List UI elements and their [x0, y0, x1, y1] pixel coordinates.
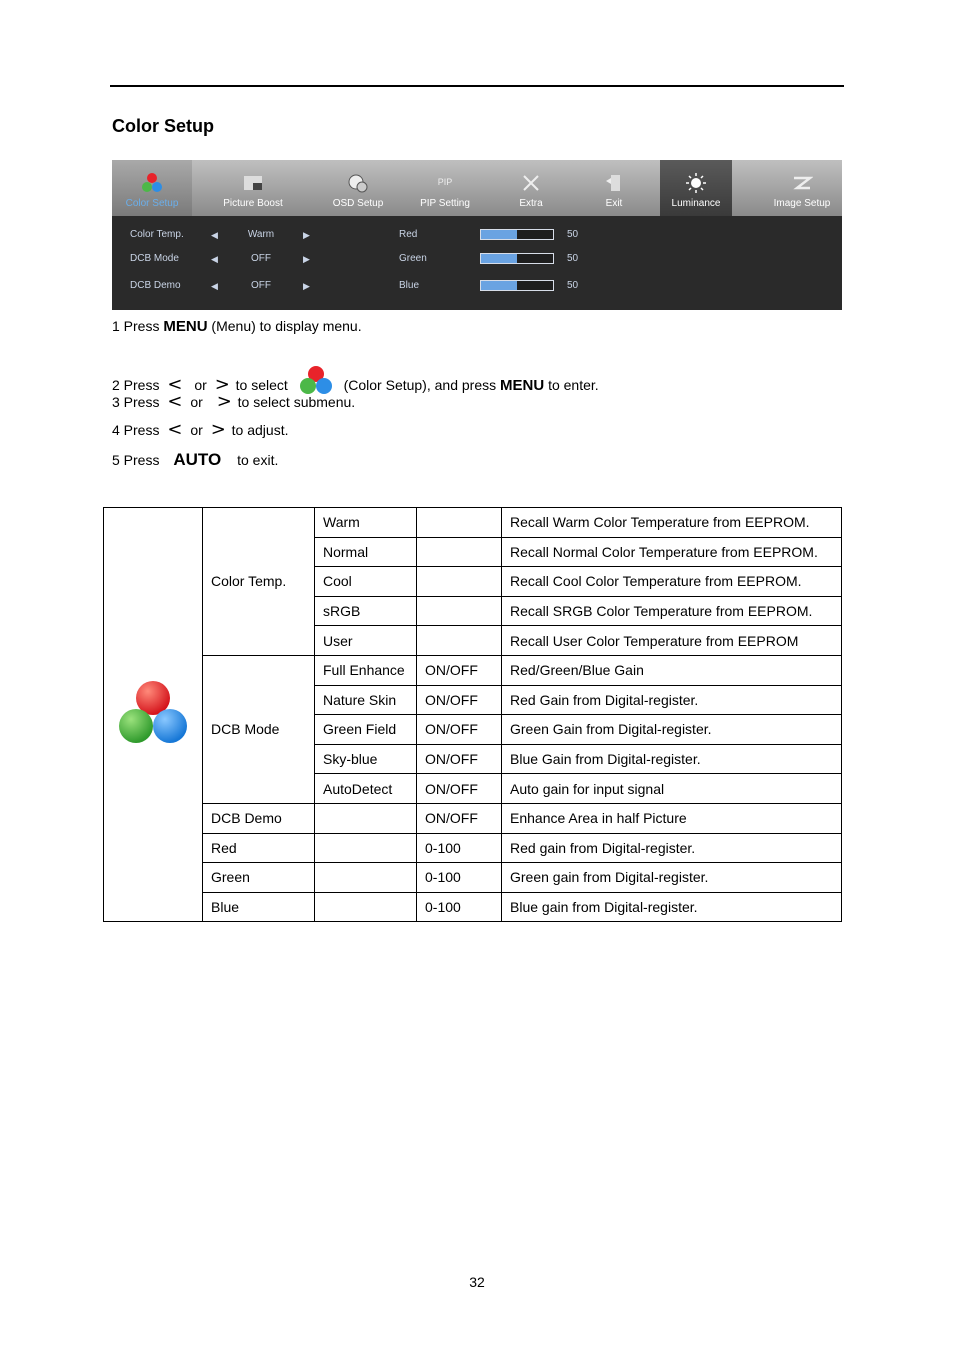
table-cell: [417, 596, 502, 626]
table-cell: DCB Demo: [203, 803, 315, 833]
menu-key: MENU: [500, 377, 545, 394]
table-cell: 0-100: [417, 863, 502, 893]
table-cell: Recall Warm Color Temperature from EEPROM.: [502, 508, 842, 538]
table-row: [104, 803, 842, 833]
table-cell: Blue gain from Digital-register.: [502, 892, 842, 922]
table-cell: 0-100: [417, 892, 502, 922]
image-setup-icon: [791, 172, 813, 194]
blue-gain-slider[interactable]: [480, 280, 554, 291]
table-cell: AutoDetect: [315, 774, 417, 804]
table-cell: Blue Gain from Digital-register.: [502, 744, 842, 774]
step-2: 2 Press < or > to select (Color Setup), and press MENU to enter.: [112, 364, 599, 396]
green-gain-slider[interactable]: [480, 253, 554, 264]
table-cell: Green Gain from Digital-register.: [502, 715, 842, 745]
osd-tab-picture-boost[interactable]: [212, 160, 294, 216]
osd-row-dcb-demo-label: DCB Demo: [130, 280, 181, 291]
osd-menu-screenshot: [112, 160, 842, 310]
table-cell: [315, 892, 417, 922]
color-balls-icon: [141, 172, 163, 194]
table-cell: Normal: [315, 537, 417, 567]
table-cell: Red Gain from Digital-register.: [502, 685, 842, 715]
sun-icon: [685, 172, 707, 194]
table-cell: User: [315, 626, 417, 656]
right-chevron-icon: >: [216, 391, 232, 412]
table-cell: ON/OFF: [417, 744, 502, 774]
table-cell: sRGB: [315, 596, 417, 626]
osd-tab-exit[interactable]: [582, 160, 646, 216]
left-chevron-icon: <: [167, 391, 183, 412]
header-rule: [110, 85, 844, 87]
color-setup-table: [103, 507, 842, 922]
table-cell: Sky-blue: [315, 744, 417, 774]
osd-tab-label: Extra: [519, 198, 543, 209]
left-chevron-icon: <: [167, 374, 183, 395]
table-cell: ON/OFF: [417, 715, 502, 745]
table-cell: Green: [203, 863, 315, 893]
color-balls-icon: [298, 364, 334, 396]
osd-tab-bar: [112, 160, 842, 216]
table-cell: [417, 537, 502, 567]
step-4: 4 Press < or > to adjust.: [112, 419, 289, 440]
table-cell: [417, 508, 502, 538]
picture-boost-icon: [242, 172, 264, 194]
right-chevron-icon: >: [210, 419, 226, 440]
osd-tab-luminance[interactable]: [660, 160, 732, 216]
table-cell: Green gain from Digital-register.: [502, 863, 842, 893]
table-cell: Auto gain for input signal: [502, 774, 842, 804]
step-3: 3 Press < or > to select submenu.: [112, 391, 356, 412]
table-cell: Recall Cool Color Temperature from EEPROM.: [502, 567, 842, 597]
table-cell: Blue: [203, 892, 315, 922]
color-temp-cell: Color Temp.: [203, 508, 315, 656]
right-triangle-icon[interactable]: ▶: [303, 281, 310, 291]
table-cell: [417, 626, 502, 656]
red-gain-slider[interactable]: [480, 229, 554, 240]
pip-icon: PIP: [437, 177, 453, 187]
osd-tab-label: Image Setup: [773, 198, 831, 209]
left-triangle-icon[interactable]: ◀: [211, 230, 218, 240]
left-triangle-icon[interactable]: ◀: [211, 254, 218, 264]
exit-icon: [603, 172, 625, 194]
table-cell: [315, 803, 417, 833]
table-row: [104, 655, 842, 685]
osd-tab-color-setup[interactable]: [112, 160, 192, 216]
table-cell: Green Field: [315, 715, 417, 745]
color-balls-icon: [117, 680, 189, 746]
table-cell: ON/OFF: [417, 685, 502, 715]
osd-tab-osd-setup[interactable]: [318, 160, 398, 216]
osd-tab-pip-setting[interactable]: [408, 160, 482, 216]
osd-tab-label: Luminance: [671, 198, 721, 209]
osd-tab-image-setup[interactable]: [762, 160, 842, 216]
osd-gain-blue-value: 50: [567, 280, 579, 291]
osd-tab-extra[interactable]: [496, 160, 566, 216]
auto-key: AUTO: [173, 450, 222, 469]
table-cell: Cool: [315, 567, 417, 597]
table-cell: Full Enhance: [315, 655, 417, 685]
osd-tab-label: Picture Boost: [223, 198, 283, 209]
table-cell: ON/OFF: [417, 655, 502, 685]
osd-row-color-temp-value: Warm: [247, 229, 275, 240]
table-cell: Recall Normal Color Temperature from EEPROM.: [502, 537, 842, 567]
table-cell: [315, 863, 417, 893]
osd-gain-green-value: 50: [567, 253, 579, 264]
step-1: 1 Press MENU (Menu) to display menu.: [112, 318, 362, 335]
table-cell: Recall User Color Temperature from EEPROM: [502, 626, 842, 656]
table-cell: ON/OFF: [417, 774, 502, 804]
osd-gain-red-label: Red: [399, 229, 418, 240]
osd-gain-blue-label: Blue: [399, 280, 420, 291]
osd-tab-label: Exit: [605, 198, 623, 209]
table-cell: ON/OFF: [417, 803, 502, 833]
table-cell: Warm: [315, 508, 417, 538]
left-chevron-icon: <: [167, 419, 183, 440]
table-cell: Enhance Area in half Picture: [502, 803, 842, 833]
table-row: [104, 508, 842, 538]
table-cell: Red/Green/Blue Gain: [502, 655, 842, 685]
table-cell: [315, 833, 417, 863]
table-cell: Recall SRGB Color Temperature from EEPROM.: [502, 596, 842, 626]
table-row: [104, 863, 842, 893]
table-cell: 0-100: [417, 833, 502, 863]
table-row: [104, 833, 842, 863]
left-triangle-icon[interactable]: ◀: [211, 281, 218, 291]
osd-setup-icon: [347, 172, 369, 194]
page-number: 32: [469, 1274, 485, 1290]
table-cell: [417, 567, 502, 597]
osd-row-dcb-mode-label: DCB Mode: [130, 253, 179, 264]
right-triangle-icon[interactable]: ▶: [303, 230, 310, 240]
osd-tab-label: PIP Setting: [420, 198, 470, 209]
dcb-mode-cell: DCB Mode: [203, 655, 315, 803]
osd-gain-red-value: 50: [567, 229, 579, 240]
osd-row-dcb-mode-value: OFF: [251, 253, 271, 264]
osd-gain-green-label: Green: [399, 253, 427, 264]
osd-tab-label: Color Setup: [125, 198, 179, 209]
section-title: Color Setup: [112, 116, 214, 136]
menu-key: MENU: [163, 318, 208, 335]
table-cell: Nature Skin: [315, 685, 417, 715]
table-cell: Red gain from Digital-register.: [502, 833, 842, 863]
right-chevron-icon: >: [214, 374, 230, 395]
color-setup-icon-cell: [104, 508, 203, 922]
table-row: [104, 892, 842, 922]
osd-row-color-temp-label: Color Temp.: [130, 229, 184, 240]
step-5: 5 Press AUTO to exit.: [112, 450, 279, 469]
osd-tab-label: OSD Setup: [332, 198, 384, 209]
right-triangle-icon[interactable]: ▶: [303, 254, 310, 264]
extra-tools-icon: [520, 172, 542, 194]
osd-row-dcb-demo-value: OFF: [251, 280, 271, 291]
table-cell: Red: [203, 833, 315, 863]
